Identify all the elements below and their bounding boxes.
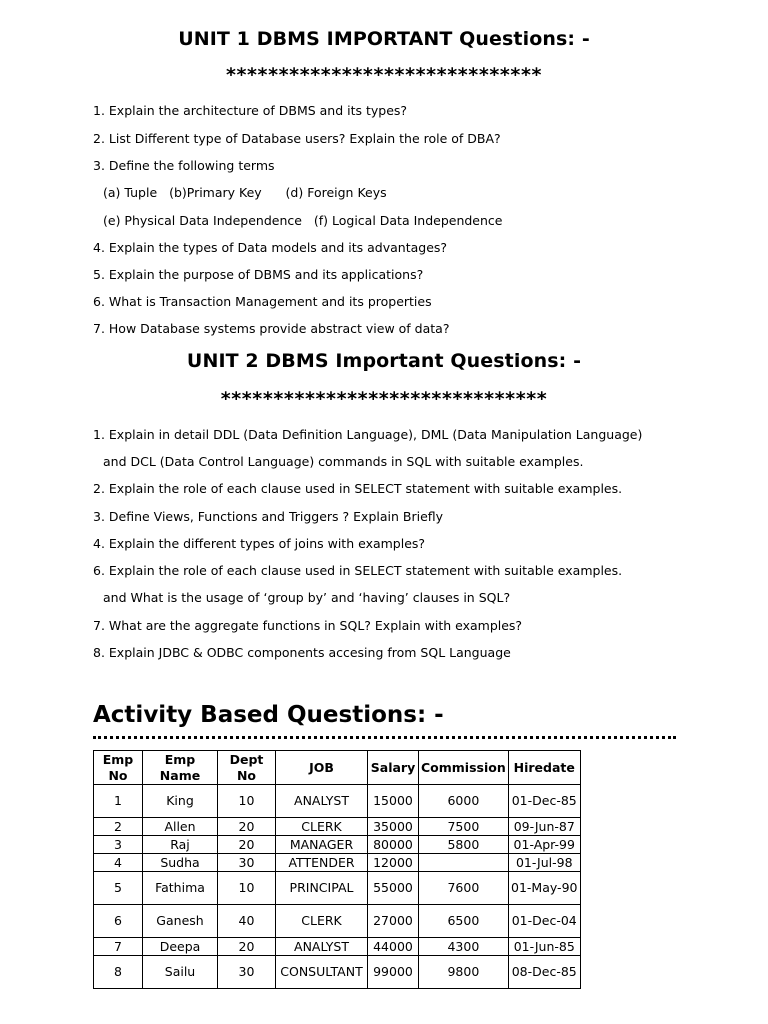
cell-commission: 9800 bbox=[419, 956, 509, 989]
header-dept-no: Dept No bbox=[218, 751, 276, 785]
unit1-question-4: 4. Explain the types of Data models and its advantages? bbox=[93, 240, 448, 255]
cell-hiredate: 01-Jul-98 bbox=[508, 854, 580, 872]
cell-hiredate: 01-Apr-99 bbox=[508, 836, 580, 854]
cell-dept-no: 30 bbox=[218, 956, 276, 989]
cell-hiredate: 01-May-90 bbox=[508, 872, 580, 905]
cell-emp-name: Allen bbox=[143, 818, 218, 836]
cell-salary: 55000 bbox=[368, 872, 419, 905]
cell-commission: 6000 bbox=[419, 785, 509, 818]
unit1-stars-divider: ****************************** bbox=[225, 64, 543, 86]
unit2-question-2: 2. Explain the role of each clause used in SELECT statement with suitable examples. bbox=[93, 481, 623, 496]
table-row bbox=[94, 938, 581, 956]
header-emp-name: Emp Name bbox=[143, 751, 218, 785]
employee-table bbox=[93, 750, 581, 989]
cell-emp-name: Sailu bbox=[143, 956, 218, 989]
cell-salary: 44000 bbox=[368, 938, 419, 956]
cell-hiredate: 01-Dec-85 bbox=[508, 785, 580, 818]
unit2-question-4: 4. Explain the different types of joins with examples? bbox=[93, 536, 426, 551]
unit1-title: UNIT 1 DBMS IMPORTANT Questions: - bbox=[178, 28, 590, 50]
cell-emp-no: 8 bbox=[94, 956, 143, 989]
cell-emp-name: Ganesh bbox=[143, 905, 218, 938]
cell-dept-no: 20 bbox=[218, 938, 276, 956]
unit2-question-8: 8. Explain JDBC & ODBC components accesing from SQL Language bbox=[93, 645, 511, 660]
unit2-question-3: 3. Define Views, Functions and Triggers ? Explain Briefly bbox=[93, 509, 444, 524]
cell-salary: 15000 bbox=[368, 785, 419, 818]
cell-job: CLERK bbox=[276, 905, 368, 938]
cell-salary: 12000 bbox=[368, 854, 419, 872]
unit2-question-1-cont: and DCL (Data Control Language) commands in SQL with suitable examples. bbox=[103, 454, 584, 469]
cell-emp-no: 4 bbox=[94, 854, 143, 872]
cell-emp-no: 3 bbox=[94, 836, 143, 854]
cell-salary: 80000 bbox=[368, 836, 419, 854]
cell-hiredate: 01-Dec-04 bbox=[508, 905, 580, 938]
cell-dept-no: 20 bbox=[218, 836, 276, 854]
header-salary: Salary bbox=[368, 751, 419, 785]
cell-emp-name: Fathima bbox=[143, 872, 218, 905]
cell-job: ATTENDER bbox=[276, 854, 368, 872]
unit1-question-6: 6. What is Transaction Management and its properties bbox=[93, 294, 432, 309]
cell-emp-no: 2 bbox=[94, 818, 143, 836]
unit2-question-6: 6. Explain the role of each clause used in SELECT statement with suitable examples. bbox=[93, 563, 623, 578]
cell-emp-name: Deepa bbox=[143, 938, 218, 956]
cell-salary: 27000 bbox=[368, 905, 419, 938]
unit1-question-3: 3. Define the following terms bbox=[93, 158, 275, 173]
unit1-question-2: 2. List Different type of Database users? Explain the role of DBA? bbox=[93, 131, 501, 146]
table-row bbox=[94, 956, 581, 989]
unit1-question-5: 5. Explain the purpose of DBMS and its applications? bbox=[93, 267, 424, 282]
cell-hiredate: 09-Jun-87 bbox=[508, 818, 580, 836]
cell-dept-no: 40 bbox=[218, 905, 276, 938]
cell-dept-no: 10 bbox=[218, 785, 276, 818]
activity-title: Activity Based Questions: - bbox=[93, 702, 444, 728]
header-hiredate: Hiredate bbox=[508, 751, 580, 785]
unit2-title: UNIT 2 DBMS Important Questions: - bbox=[186, 350, 582, 372]
table-row bbox=[94, 854, 581, 872]
cell-job: ANALYST bbox=[276, 938, 368, 956]
cell-salary: 35000 bbox=[368, 818, 419, 836]
cell-dept-no: 10 bbox=[218, 872, 276, 905]
cell-job: CONSULTANT bbox=[276, 956, 368, 989]
cell-commission: 4300 bbox=[419, 938, 509, 956]
unit2-question-1: 1. Explain in detail DDL (Data Definition Language), DML (Data Manipulation Language) bbox=[93, 427, 643, 442]
cell-emp-no: 1 bbox=[94, 785, 143, 818]
cell-job: ANALYST bbox=[276, 785, 368, 818]
header-emp-no: Emp No bbox=[94, 751, 143, 785]
unit1-question-3-terms-a: (a) Tuple (b)Primary Key (d) Foreign Keys bbox=[103, 185, 387, 200]
header-commission: Commission bbox=[419, 751, 509, 785]
cell-emp-no: 6 bbox=[94, 905, 143, 938]
cell-commission: 7500 bbox=[419, 818, 509, 836]
cell-dept-no: 20 bbox=[218, 818, 276, 836]
cell-emp-no: 7 bbox=[94, 938, 143, 956]
table-row bbox=[94, 905, 581, 938]
cell-commission: 5800 bbox=[419, 836, 509, 854]
table-row bbox=[94, 872, 581, 905]
table-row bbox=[94, 785, 581, 818]
cell-hiredate: 01-Jun-85 bbox=[508, 938, 580, 956]
unit1-question-7: 7. How Database systems provide abstract view of data? bbox=[93, 321, 450, 336]
unit2-stars-divider: ******************************* bbox=[220, 388, 548, 410]
table-row bbox=[94, 818, 581, 836]
table-header-row bbox=[94, 751, 581, 785]
cell-emp-name: King bbox=[143, 785, 218, 818]
cell-emp-no: 5 bbox=[94, 872, 143, 905]
dotted-divider bbox=[93, 736, 676, 739]
cell-commission: 7600 bbox=[419, 872, 509, 905]
unit2-question-6-cont: and What is the usage of ‘group by’ and ‘having’ clauses in SQL? bbox=[103, 590, 511, 605]
cell-job: MANAGER bbox=[276, 836, 368, 854]
cell-hiredate: 08-Dec-85 bbox=[508, 956, 580, 989]
cell-commission bbox=[419, 854, 509, 872]
unit2-question-7: 7. What are the aggregate functions in SQL? Explain with examples? bbox=[93, 618, 523, 633]
cell-dept-no: 30 bbox=[218, 854, 276, 872]
unit1-question-1: 1. Explain the architecture of DBMS and its types? bbox=[93, 103, 408, 118]
cell-commission: 6500 bbox=[419, 905, 509, 938]
cell-job: CLERK bbox=[276, 818, 368, 836]
unit1-question-3-terms-b: (e) Physical Data Independence (f) Logical Data Independence bbox=[103, 213, 503, 228]
cell-salary: 99000 bbox=[368, 956, 419, 989]
table-row bbox=[94, 836, 581, 854]
cell-emp-name: Raj bbox=[143, 836, 218, 854]
cell-emp-name: Sudha bbox=[143, 854, 218, 872]
header-job: JOB bbox=[276, 751, 368, 785]
cell-job: PRINCIPAL bbox=[276, 872, 368, 905]
